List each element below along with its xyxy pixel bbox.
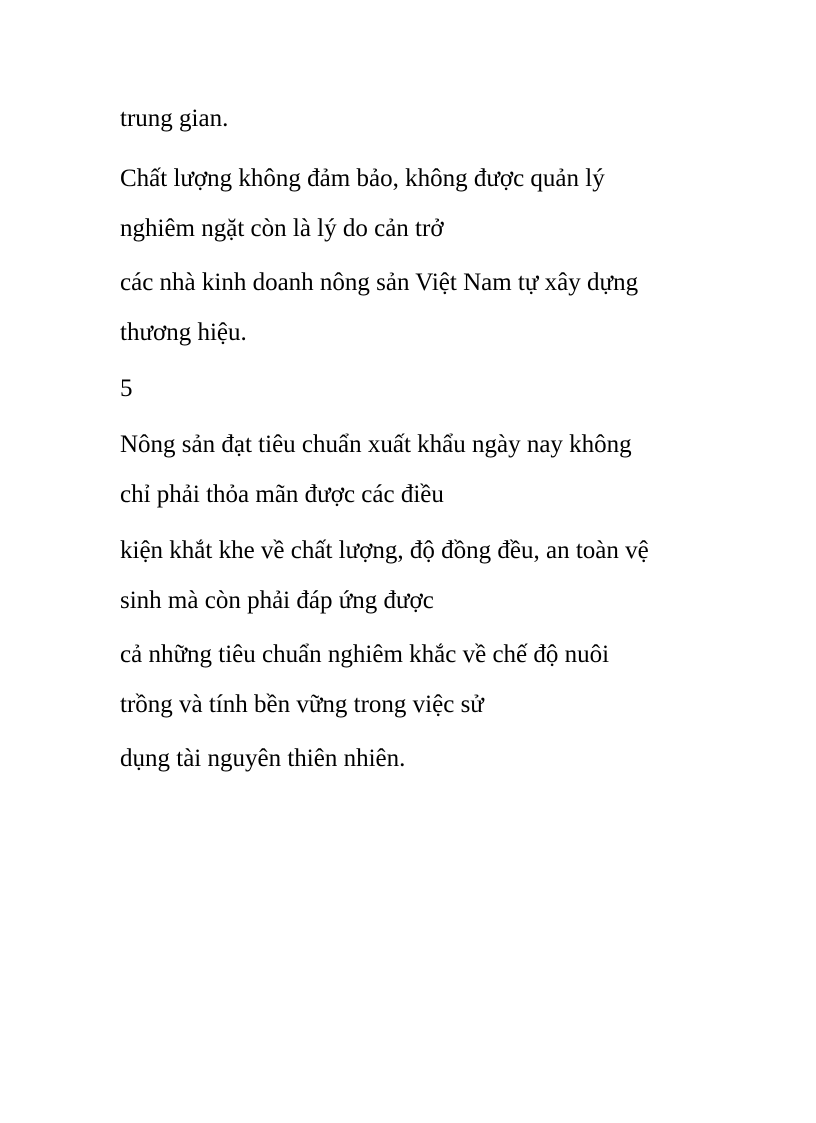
text-line: các nhà kinh doanh nông sản Việt Nam tự xây dựng [120, 269, 639, 296]
text-line: sinh mà còn phải đáp ứng được [120, 587, 434, 614]
text-line: thương hiệu. [120, 319, 247, 346]
text-line: cả những tiêu chuẩn nghiêm khắc về chế độ nuôi [120, 641, 610, 668]
text-line: kiện khắt khe về chất lượng, độ đồng đều, an toàn vệ [120, 537, 649, 564]
text-line: nghiêm ngặt còn là lý do cản trở [120, 215, 444, 242]
page-number: 5 [120, 375, 133, 402]
text-line: dụng tài nguyên thiên nhiên. [120, 745, 406, 772]
text-line: Nông sản đạt tiêu chuẩn xuất khẩu ngày nay không [120, 431, 632, 458]
text-line: chỉ phải thỏa mãn được các điều [120, 481, 444, 508]
text-line: trung gian. [120, 105, 229, 132]
text-line: trồng và tính bền vững trong việc sử [120, 691, 484, 718]
text-line: Chất lượng không đảm bảo, không được quản lý [120, 165, 605, 192]
